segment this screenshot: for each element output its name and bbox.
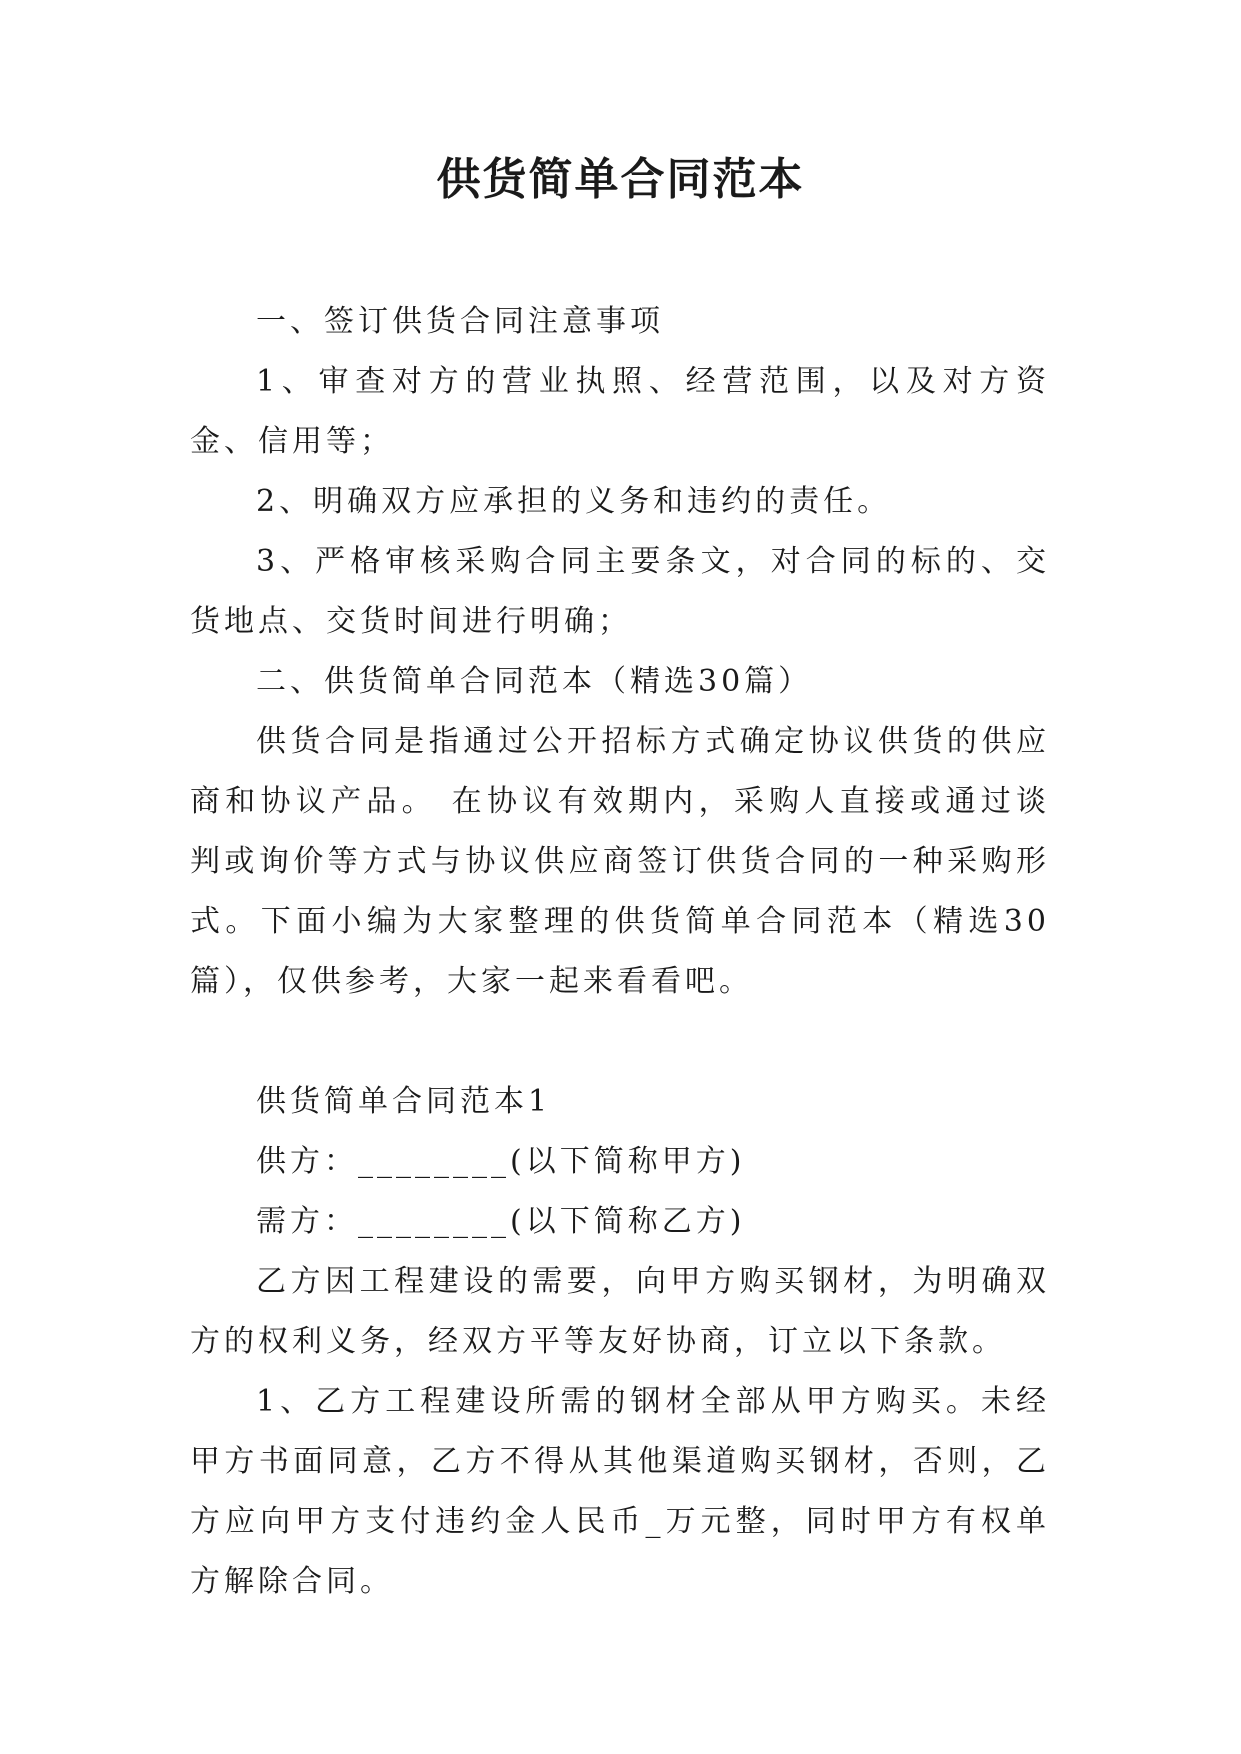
preamble-paragraph: 乙方因工程建设的需要，向甲方购买钢材，为明确双方的权利义务，经双方平等友好协商，订立以下条款。 [190, 1264, 1050, 1359]
spacer [190, 1012, 1050, 1072]
note-item-3: 3、严格审核采购合同主要条文，对合同的标的、交货地点、交货时间进行明确； [190, 544, 1050, 639]
note-item-1: 1、审查对方的营业执照、经营范围，以及对方资金、信用等； [190, 364, 1050, 459]
heading-notes: 一、签订供货合同注意事项 [256, 304, 664, 339]
buyer-line: 需方：________(以下简称乙方) [256, 1204, 746, 1239]
supplier-line: 供方：________(以下简称甲方) [256, 1144, 746, 1179]
clause-1: 1、乙方工程建设所需的钢材全部从甲方购买。未经甲方书面同意，乙方不得从其他渠道购买钢材，否则，乙方应向甲方支付违约金人民币_万元整，同时甲方有权单方解除合同。 [190, 1384, 1050, 1599]
document-body [190, 292, 1050, 1612]
intro-paragraph: 供货合同是指通过公开招标方式确定协议供货的供应商和协议产品。 在协议有效期内，采购人直接或通过谈判或询价等方式与协议供应商签订供货合同的一种采购形式。下面小编为大家整理的供货简单合同范本（精选30篇），仅供参考，大家一起来看看吧。 [190, 724, 1050, 999]
note-item-2: 2、明确双方应承担的义务和违约的责任。 [256, 484, 892, 519]
template-title: 供货简单合同范本1 [256, 1084, 552, 1119]
heading-templates: 二、供货简单合同范本（精选30篇） [256, 664, 813, 699]
document-title: 供货简单合同范本 [436, 154, 805, 205]
